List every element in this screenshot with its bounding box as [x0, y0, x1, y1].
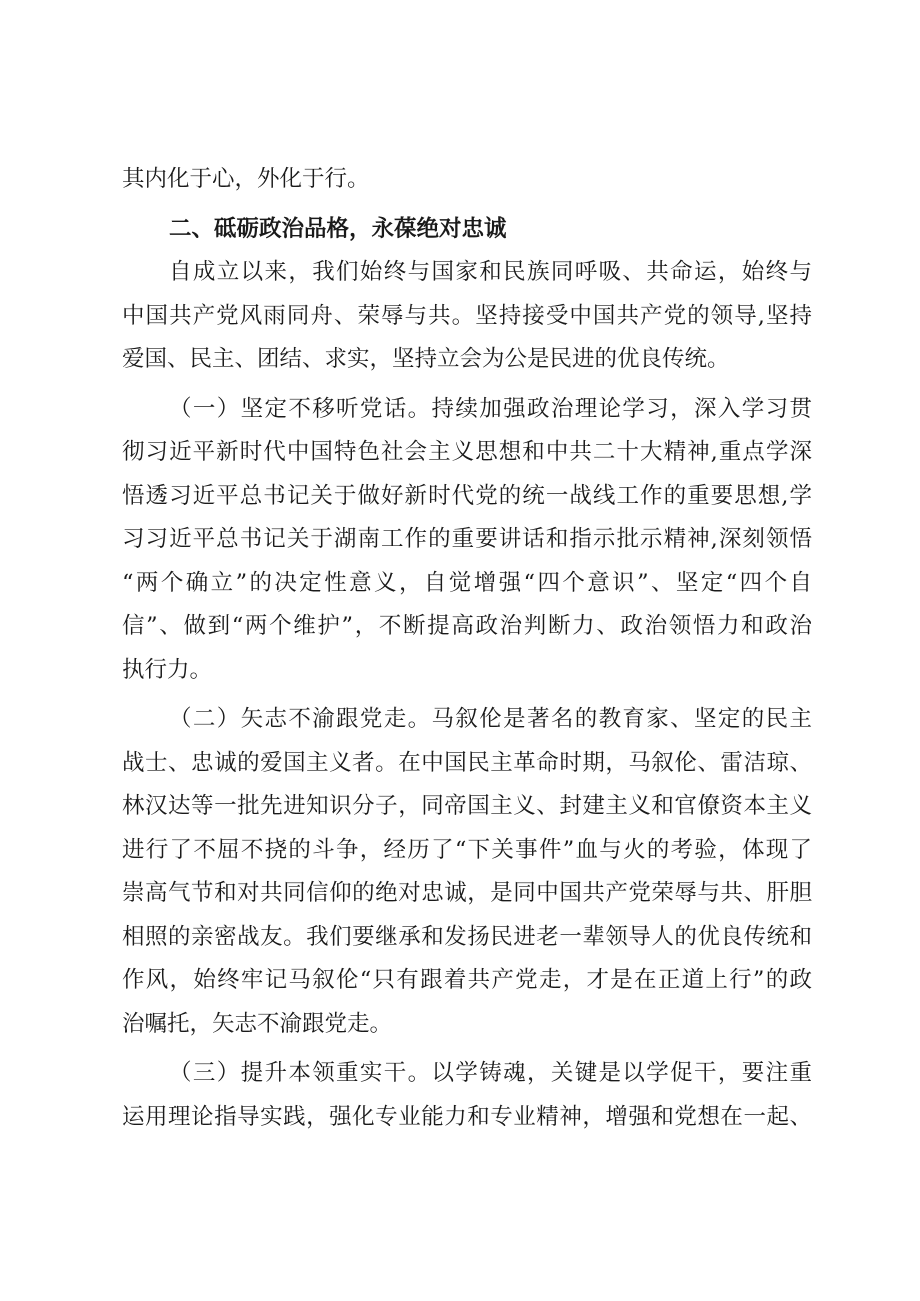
paragraph-line: （三）提升本领重实干。以学铸魂，关键是以学促干，要注重 [169, 1060, 812, 1086]
paragraph-line: 执行力。 [122, 656, 213, 683]
document-body [122, 158, 812, 1139]
item-2-paragraph [122, 698, 812, 1046]
paragraph-line: 中国共产党风雨同舟、荣辱与共。坚持接受中国共产党的领导,坚持 [122, 302, 812, 329]
paragraph-line: 信”、做到“两个维护”，不断提高政治判断力、政治领悟力和政治 [122, 613, 812, 639]
paragraph-line: 彻习近平新时代中国特色社会主义思想和中共二十大精神,重点学深 [122, 439, 812, 465]
intro-paragraph [122, 251, 812, 382]
paragraph-line: 战士、忠诚的爱国主义者。在中国民主革命时期，马叙伦、雷洁琼、 [122, 749, 812, 776]
paragraph-line: 作风，始终牢记马叙伦“只有跟着共产党走，才是在正道上行”的政 [122, 967, 812, 993]
paragraph-line: （一）坚定不移听党话。持续加强政治理论学习，深入学习贯 [169, 395, 812, 422]
paragraph-line: 习习近平总书记关于湖南工作的重要讲话和指示批示精神,深刻领悟 [122, 526, 812, 552]
paragraph-line: 林汉达等一批先进知识分子，同帝国主义、封建主义和官僚资本主义 [122, 793, 812, 819]
paragraph-line: 进行了不屈不挠的斗争，经历了“下关事件”血与火的考验，体现了 [122, 836, 812, 863]
item-3-paragraph [122, 1052, 812, 1139]
paragraph-line: 悟透习近平总书记关于做好新时代党的统一战线工作的重要思想,学 [122, 482, 812, 509]
paragraph-line: 相照的亲密战友。我们要继承和发扬民进老一辈领导人的优良传统和 [122, 923, 812, 950]
paragraph-line: 治嘱托，矢志不渝跟党走。 [122, 1010, 393, 1037]
paragraph-line: 崇高气节和对共同信仰的绝对忠诚，是同中国共产党荣辱与共、肝胆 [122, 880, 812, 906]
paragraph-line: 爱国、民主、团结、求实，坚持立会为公是民进的优良传统。 [122, 346, 730, 372]
fragment-line: 其内化于心，外化于行。 [122, 166, 370, 192]
paragraph-line: 运用理论指导实践，强化专业能力和专业精神，增强和党想在一起、 [122, 1103, 812, 1130]
item-1-paragraph [122, 388, 812, 693]
paragraph-line: 自成立以来，我们始终与国家和民族同呼吸、共命运，始终与 [169, 259, 812, 285]
paragraph-line: “两个确立”的决定性意义，自觉增强“四个意识”、坚定“四个自 [122, 569, 812, 596]
section-heading: 二、砥砺政治品格，永葆绝对忠诚 [169, 215, 507, 242]
paragraph-line: （二）矢志不渝跟党走。马叙伦是著名的教育家、坚定的民主 [169, 706, 812, 732]
